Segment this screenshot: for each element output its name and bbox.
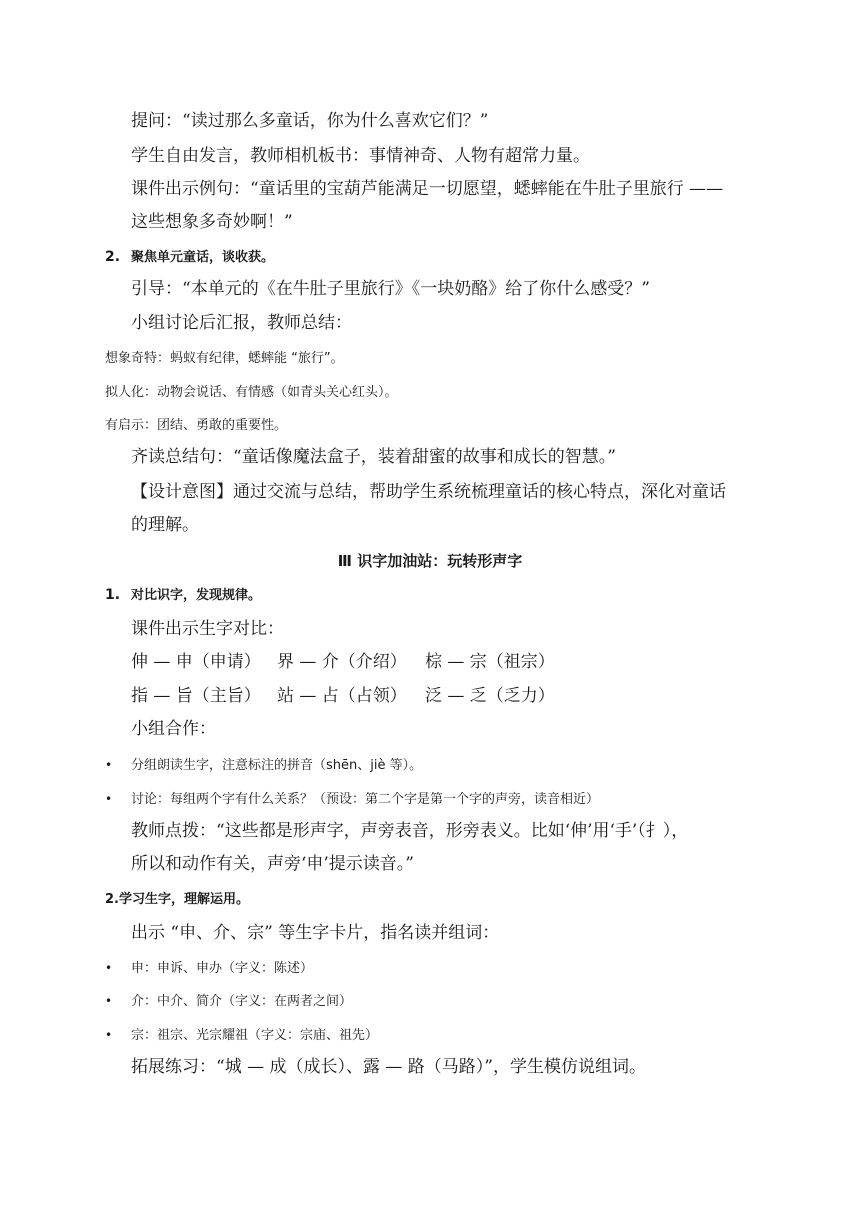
- summary-point-2: 拟人化：动物会说话、有情感（如青头关心红头）。: [105, 385, 398, 400]
- char-compare-row-2: [131, 685, 555, 707]
- heading-number: 2.: [105, 249, 121, 265]
- group-report-line: 小组讨论后汇报，教师总结：: [131, 313, 352, 333]
- bullet-icon: •: [105, 994, 113, 1008]
- extension-practice-line: 拓展练习：“城 — 成（成长）、露 — 路（马路）”，学生模仿说组词。: [131, 1057, 646, 1077]
- guide-line: 引导：“本单元的《在牛肚子里旅行》《一块奶酪》给了你什么感受？”: [131, 279, 650, 299]
- summary-point-3: 有启示：团结、勇敢的重要性。: [105, 418, 288, 433]
- bullet-text: 宗：祖宗、光宗耀祖（字义：宗庙、祖先）: [131, 1028, 379, 1043]
- bullet-item: [105, 754, 422, 777]
- discussion-line: 学生自由发言，教师相机板书：事情神奇、人物有超常力量。: [131, 146, 590, 166]
- bullet-item: [105, 957, 313, 980]
- char-pair: 界 — 介（介绍）: [277, 652, 407, 672]
- read-summary-line: 齐读总结句：“童话像魔法盒子，装着甜蜜的故事和成长的智慧。”: [131, 447, 616, 467]
- heading-1-compare: [105, 584, 261, 607]
- heading-2-focus-unit: [105, 246, 274, 269]
- bullet-text: 介：中介、简介（字义：在两者之间）: [131, 994, 353, 1009]
- teacher-guidance-continued: 所以和动作有关，声旁‘申’提示读音。”: [131, 854, 414, 874]
- heading-number: 1.: [105, 587, 121, 603]
- heading-text: 对比识字，发现规律。: [131, 588, 262, 603]
- char-pair: 指 — 旨（主旨）: [131, 686, 261, 706]
- design-intent-continued: 的理解。: [131, 515, 199, 535]
- bullet-text: 讨论：每组两个字有什么关系？（预设：第二个字是第一个字的声旁，读音相近）: [131, 792, 600, 807]
- char-compare-row-1: [131, 651, 555, 673]
- bullet-text: 申：申诉、申办（字义：陈述）: [131, 961, 314, 976]
- example-sentence-continued: 这些想象多奇妙啊！”: [131, 212, 293, 232]
- char-pair: 泛 — 乏（乏力）: [425, 686, 555, 706]
- show-cards-line: 出示 “申、介、宗” 等生字卡片，指名读并组词：: [131, 923, 500, 943]
- section-3-title: Ⅲ 识字加油站：玩转形声字: [337, 552, 523, 570]
- heading-2-learn-chars: 2.学习生字，理解运用。: [105, 892, 249, 907]
- example-sentence-line: 课件出示例句：“童话里的宝葫芦能满足一切愿望，蟋蟀能在牛肚子里旅行 ——: [131, 179, 724, 199]
- design-intent-line: 【设计意图】通过交流与总结，帮助学生系统梳理童话的核心特点，深化对童话: [131, 482, 726, 502]
- bullet-item: [105, 788, 599, 811]
- char-pair: 伸 — 申（申请）: [131, 652, 261, 672]
- bullet-icon: •: [105, 792, 113, 806]
- char-pair: 站 — 占（占领）: [277, 686, 407, 706]
- bullet-item: [105, 1024, 378, 1047]
- bullet-icon: •: [105, 758, 113, 772]
- bullet-item: [105, 990, 352, 1013]
- teacher-guidance-line: 教师点拨：“这些都是形声字，声旁表音，形旁表义。比如‘伸’用‘手’（扌），: [131, 821, 689, 841]
- char-pair: 棕 — 宗（祖宗）: [425, 652, 555, 672]
- summary-point-1: 想象奇特：蚂蚁有纪律，蟋蟀能 “旅行”。: [105, 351, 344, 366]
- bullet-text: 分组朗读生字，注意标注的拼音（shēn、jiè 等）。: [131, 758, 423, 773]
- group-work-line: 小组合作：: [131, 719, 216, 739]
- bullet-icon: •: [105, 1028, 113, 1042]
- heading-text: 聚焦单元童话，谈收获。: [131, 250, 275, 265]
- question-line: 提问：“读过那么多童话，你为什么喜欢它们？”: [131, 111, 489, 131]
- bullet-icon: •: [105, 961, 113, 975]
- courseware-line: 课件出示生字对比：: [131, 619, 284, 639]
